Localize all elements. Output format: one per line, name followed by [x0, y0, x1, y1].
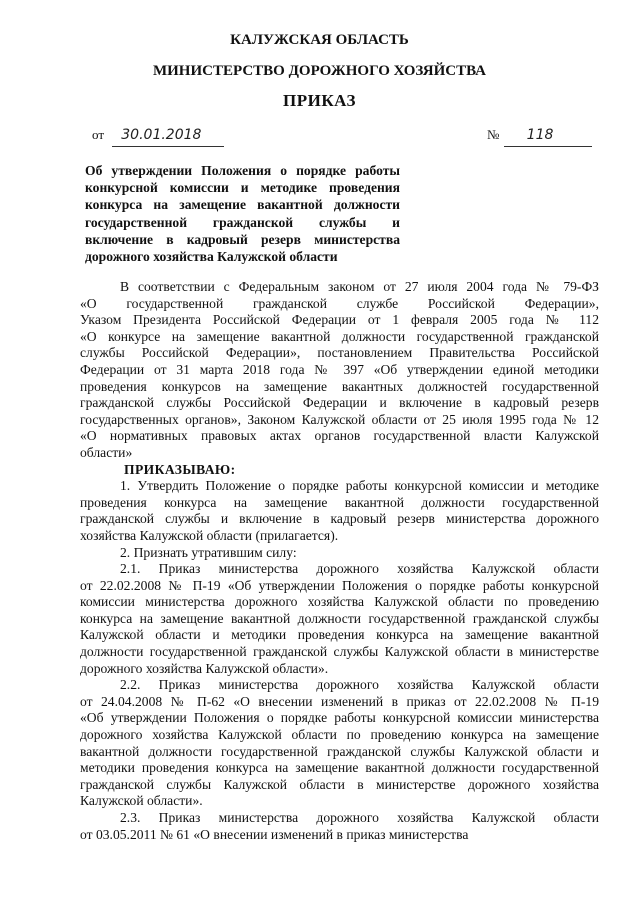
- title-line: Об утверждении Положения о порядке работы: [85, 163, 400, 178]
- title-line: конкурсной комиссии и методике проведения: [85, 180, 400, 196]
- order-title: [85, 162, 400, 265]
- item-2-1-line: 2.1. Приказ министерства дорожного хозяйства Калужской области: [120, 561, 599, 577]
- preamble-line: проведения конкурсов на замещение вакантных должностей государственной: [80, 378, 599, 394]
- region-heading: КАЛУЖСКАЯ ОБЛАСТЬ: [230, 32, 409, 48]
- item-2-3-line: от 03.05.2011 № 61 «О внесении изменений в приказ министерства: [80, 826, 469, 842]
- title-line: дорожного хозяйства Калужской области: [85, 249, 338, 265]
- number-line: [487, 127, 553, 143]
- preamble-line: службы Российской Федерации», постановлением Правительства Российской: [80, 345, 599, 361]
- item-2-2-line: вакантной должности государственной гражданской службы Калужской области и: [80, 743, 599, 759]
- title-line: государственной гражданской службы и: [85, 214, 400, 230]
- preamble-line: государственных органов», Законом Калужской области от 25 июля 1995 года № 12: [80, 411, 599, 427]
- preamble-line: Указом Президента Российской Федерации от 1 февраля 2005 года № 112: [80, 312, 599, 328]
- date-underline: [112, 146, 224, 147]
- preamble-line: В соответствии с Федеральным законом от 27 июля 2004 года № 79-ФЗ: [120, 279, 599, 294]
- item-1-line: хозяйства Калужской области (прилагается).: [80, 527, 339, 543]
- preamble-line: гражданской службы Российской Федерации и включение в кадровый резерв: [80, 395, 599, 411]
- item-2-1-line: конкурса на замещение вакантной должности государственной гражданской службы: [80, 610, 599, 626]
- title-line: конкурса на замещение вакантной должности: [85, 197, 400, 213]
- item-2-2-line: дорожного хозяйства Калужской области по проведению конкурса на замещение: [80, 727, 599, 743]
- item-2-1-line: должности государственной гражданской службы Калужской области в министерстве: [80, 644, 599, 660]
- item-2-2-line: Калужской области».: [80, 793, 203, 809]
- item-1-line: проведения конкурса на замещение вакантной должности государственной: [80, 494, 599, 510]
- number-underline: [504, 146, 592, 147]
- ministry-heading: МИНИСТЕРСТВО ДОРОЖНОГО ХОЗЯЙСТВА: [152, 63, 487, 79]
- title-line: включение в кадровый резерв министерства: [85, 231, 400, 247]
- item-2-2-line: гражданской службы Калужской области в министерстве дорожного хозяйства: [80, 776, 599, 792]
- preamble-line: Федерации от 31 марта 2018 года № 397 «Об утверждении единой методики: [80, 361, 599, 377]
- order-body: [80, 279, 599, 843]
- item-1-line: гражданской службы и включение в кадровый резерв министерства дорожного: [80, 511, 599, 527]
- date-line: [92, 127, 201, 143]
- preamble-line: «О нормативных правовых актах органов государственной власти Калужской: [80, 428, 599, 444]
- preamble-line: «О государственной гражданской службе Российской Федерации»,: [80, 295, 599, 311]
- item-2-1-line: от 22.02.2008 № П-19 «Об утверждении Положения о порядке работы конкурсной: [80, 577, 599, 593]
- document-type-heading: ПРИКАЗ: [283, 91, 356, 110]
- order-directive: ПРИКАЗЫВАЮ:: [124, 461, 236, 477]
- preamble-line: области»: [80, 444, 133, 460]
- date-prefix: от: [92, 127, 105, 142]
- item-2-2-line: 2.2. Приказ министерства дорожного хозяйства Калужской области: [120, 677, 599, 693]
- handwritten-number: 118: [526, 127, 554, 143]
- item-2-heading: 2. Признать утратившим силу:: [120, 544, 297, 560]
- item-2-3-line: 2.3. Приказ министерства дорожного хозяйства Калужской области: [120, 810, 599, 825]
- number-prefix: №: [487, 127, 500, 142]
- item-1-line: 1. Утвердить Положение о порядке работы конкурсной комиссии и методике: [120, 478, 599, 494]
- item-2-2-line: от 24.04.2008 № П-62 «О внесении изменений в приказ от 22.02.2008 № П-19: [80, 693, 599, 709]
- item-2-2-line: «Об утверждении Положения о порядке работы конкурсной комиссии министерства: [80, 710, 599, 726]
- handwritten-date: 30.01.2018: [121, 127, 202, 143]
- item-2-1-line: комиссии министерства дорожного хозяйства Калужской области по проведению: [80, 594, 599, 610]
- item-2-2-line: методики проведения конкурса на замещение вакантной должности государственной: [80, 760, 599, 776]
- preamble-line: «О конкурсе на замещение вакантной должности государственной гражданской: [80, 328, 599, 344]
- item-2-1-line: Калужской области и методики проведения конкурса на замещение вакантной: [80, 627, 599, 643]
- item-2-1-line: дорожного хозяйства Калужской области».: [80, 660, 329, 676]
